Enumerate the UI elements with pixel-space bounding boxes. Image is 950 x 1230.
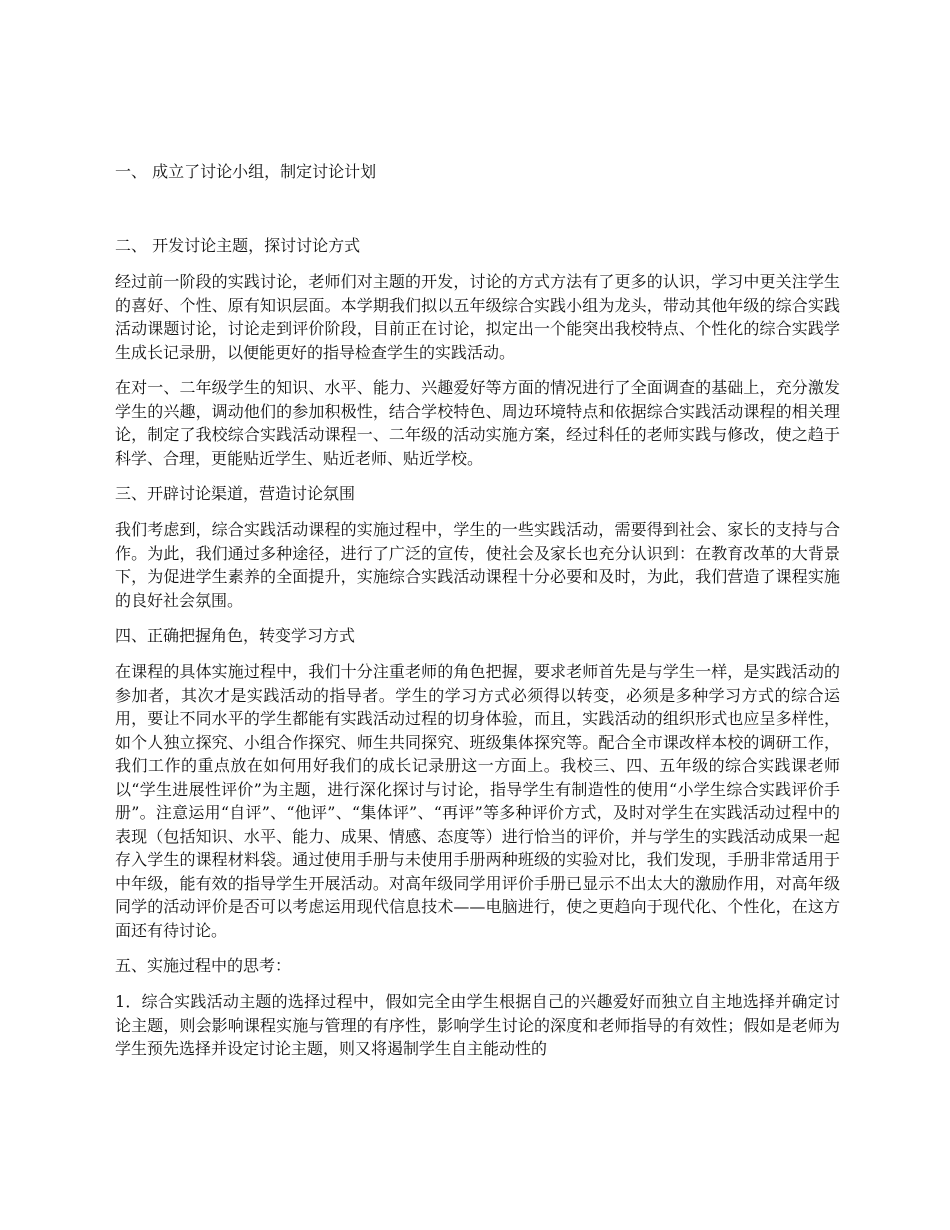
spacer [115,648,840,660]
spacer [115,184,840,234]
spacer [115,978,840,990]
section-2-paragraph-1: 经过前一阶段的实践讨论，老师们对主题的开发，讨论的方式方法有了更多的认识，学习中更关注学生的喜好、个性、原有知识层面。本学期我们拟以五年级综合实践小组为龙头，带动其他年级的综合实践活动课题讨论，讨论走到评价阶段，目前正在讨论，拟定出一个能突出我校特点、个性化的综合实践学生成长记录册，以便能更好的指导检查学生的实践活动。 [115,272,840,362]
section-4-heading: 四、正确把握角色，转变学习方式 [115,626,356,645]
section-2-heading: 二、 开发讨论主题，探讨讨论方式 [115,236,361,255]
spacer [115,258,840,270]
spacer [115,470,840,482]
document-body [115,160,840,1061]
spacer [115,364,840,376]
spacer [115,506,840,518]
spacer [115,942,840,954]
section-5-paragraph-1: 1．综合实践活动主题的选择过程中，假如完全由学生根据自己的兴趣爱好而独立自主地选择并确定讨论主题，则会影响课程实施与管理的有序性，影响学生讨论的深度和老师指导的有效性；假如是老师为学生预先选择并设定讨论主题，则又将遏制学生自主能动性的 [115,992,840,1058]
section-3-heading: 三、开辟讨论渠道，营造讨论氛围 [115,484,356,503]
section-3-paragraph-1: 我们考虑到，综合实践活动课程的实施过程中，学生的一些实践活动，需要得到社会、家长的支持与合作。为此，我们通过多种途径，进行了广泛的宣传，使社会及家长也充分认识到：在教育改革的大背景下，为促进学生素养的全面提升，实施综合实践活动课程十分必要和及时，为此，我们营造了课程实施的良好社会氛围。 [115,520,840,610]
section-4-paragraph-1: 在课程的具体实施过程中，我们十分注重老师的角色把握，要求老师首先是与学生一样，是实践活动的参加者，其次才是实践活动的指导者。学生的学习方式必须得以转变，必须是多种学习方式的综合运用，要让不同水平的学生都能有实践活动过程的切身体验，而且，实践活动的组织形式也应呈多样性，如个人独立探究、小组合作探究、师生共同探究、班级集体探究等。配合全市课改样本校的调研工作，我们工作的重点放在如何用好我们的成长记录册这一方面上。我校三、四、五年级的综合实践课老师以“学生进展性评价”为主题，进行深化探讨与讨论，指导学生有制造性的使用“小学生综合实践评价手册”。注意运用“自评”、“他评”、“集体评”、“再评”等多种评价方式，及时对学生在实践活动过程中的表现（包括知识、水平、能力、成果、情感、态度等）进行恰当的评价，并与学生的实践活动成果一起存入学生的课程材料袋。通过使用手册与未使用手册两种班级的实验对比，我们发现，手册非常适用于中年级，能有效的指导学生开展活动。对高年级同学用评价手册已显示不出太大的激励作用，对高年级同学的活动评价是否可以考虑运用现代信息技术——电脑进行，使之更趋向于现代化、个性化，在这方面还有待讨论。 [115,662,840,940]
section-1-heading: 一、 成立了讨论小组，制定讨论计划 [115,162,377,181]
section-2-paragraph-2: 在对一、二年级学生的知识、水平、能力、兴趣爱好等方面的情况进行了全面调查的基础上，充分激发学生的兴趣，调动他们的参加积极性，结合学校特色、周边环境特点和依据综合实践活动课程的相关理论，制定了我校综合实践活动课程一、二年级的活动实施方案，经过科任的老师实践与修改，使之趋于科学、合理，更能贴近学生、贴近老师、贴近学校。 [115,378,840,468]
section-5-heading: 五、实施过程中的思考： [115,956,292,975]
spacer [115,612,840,624]
